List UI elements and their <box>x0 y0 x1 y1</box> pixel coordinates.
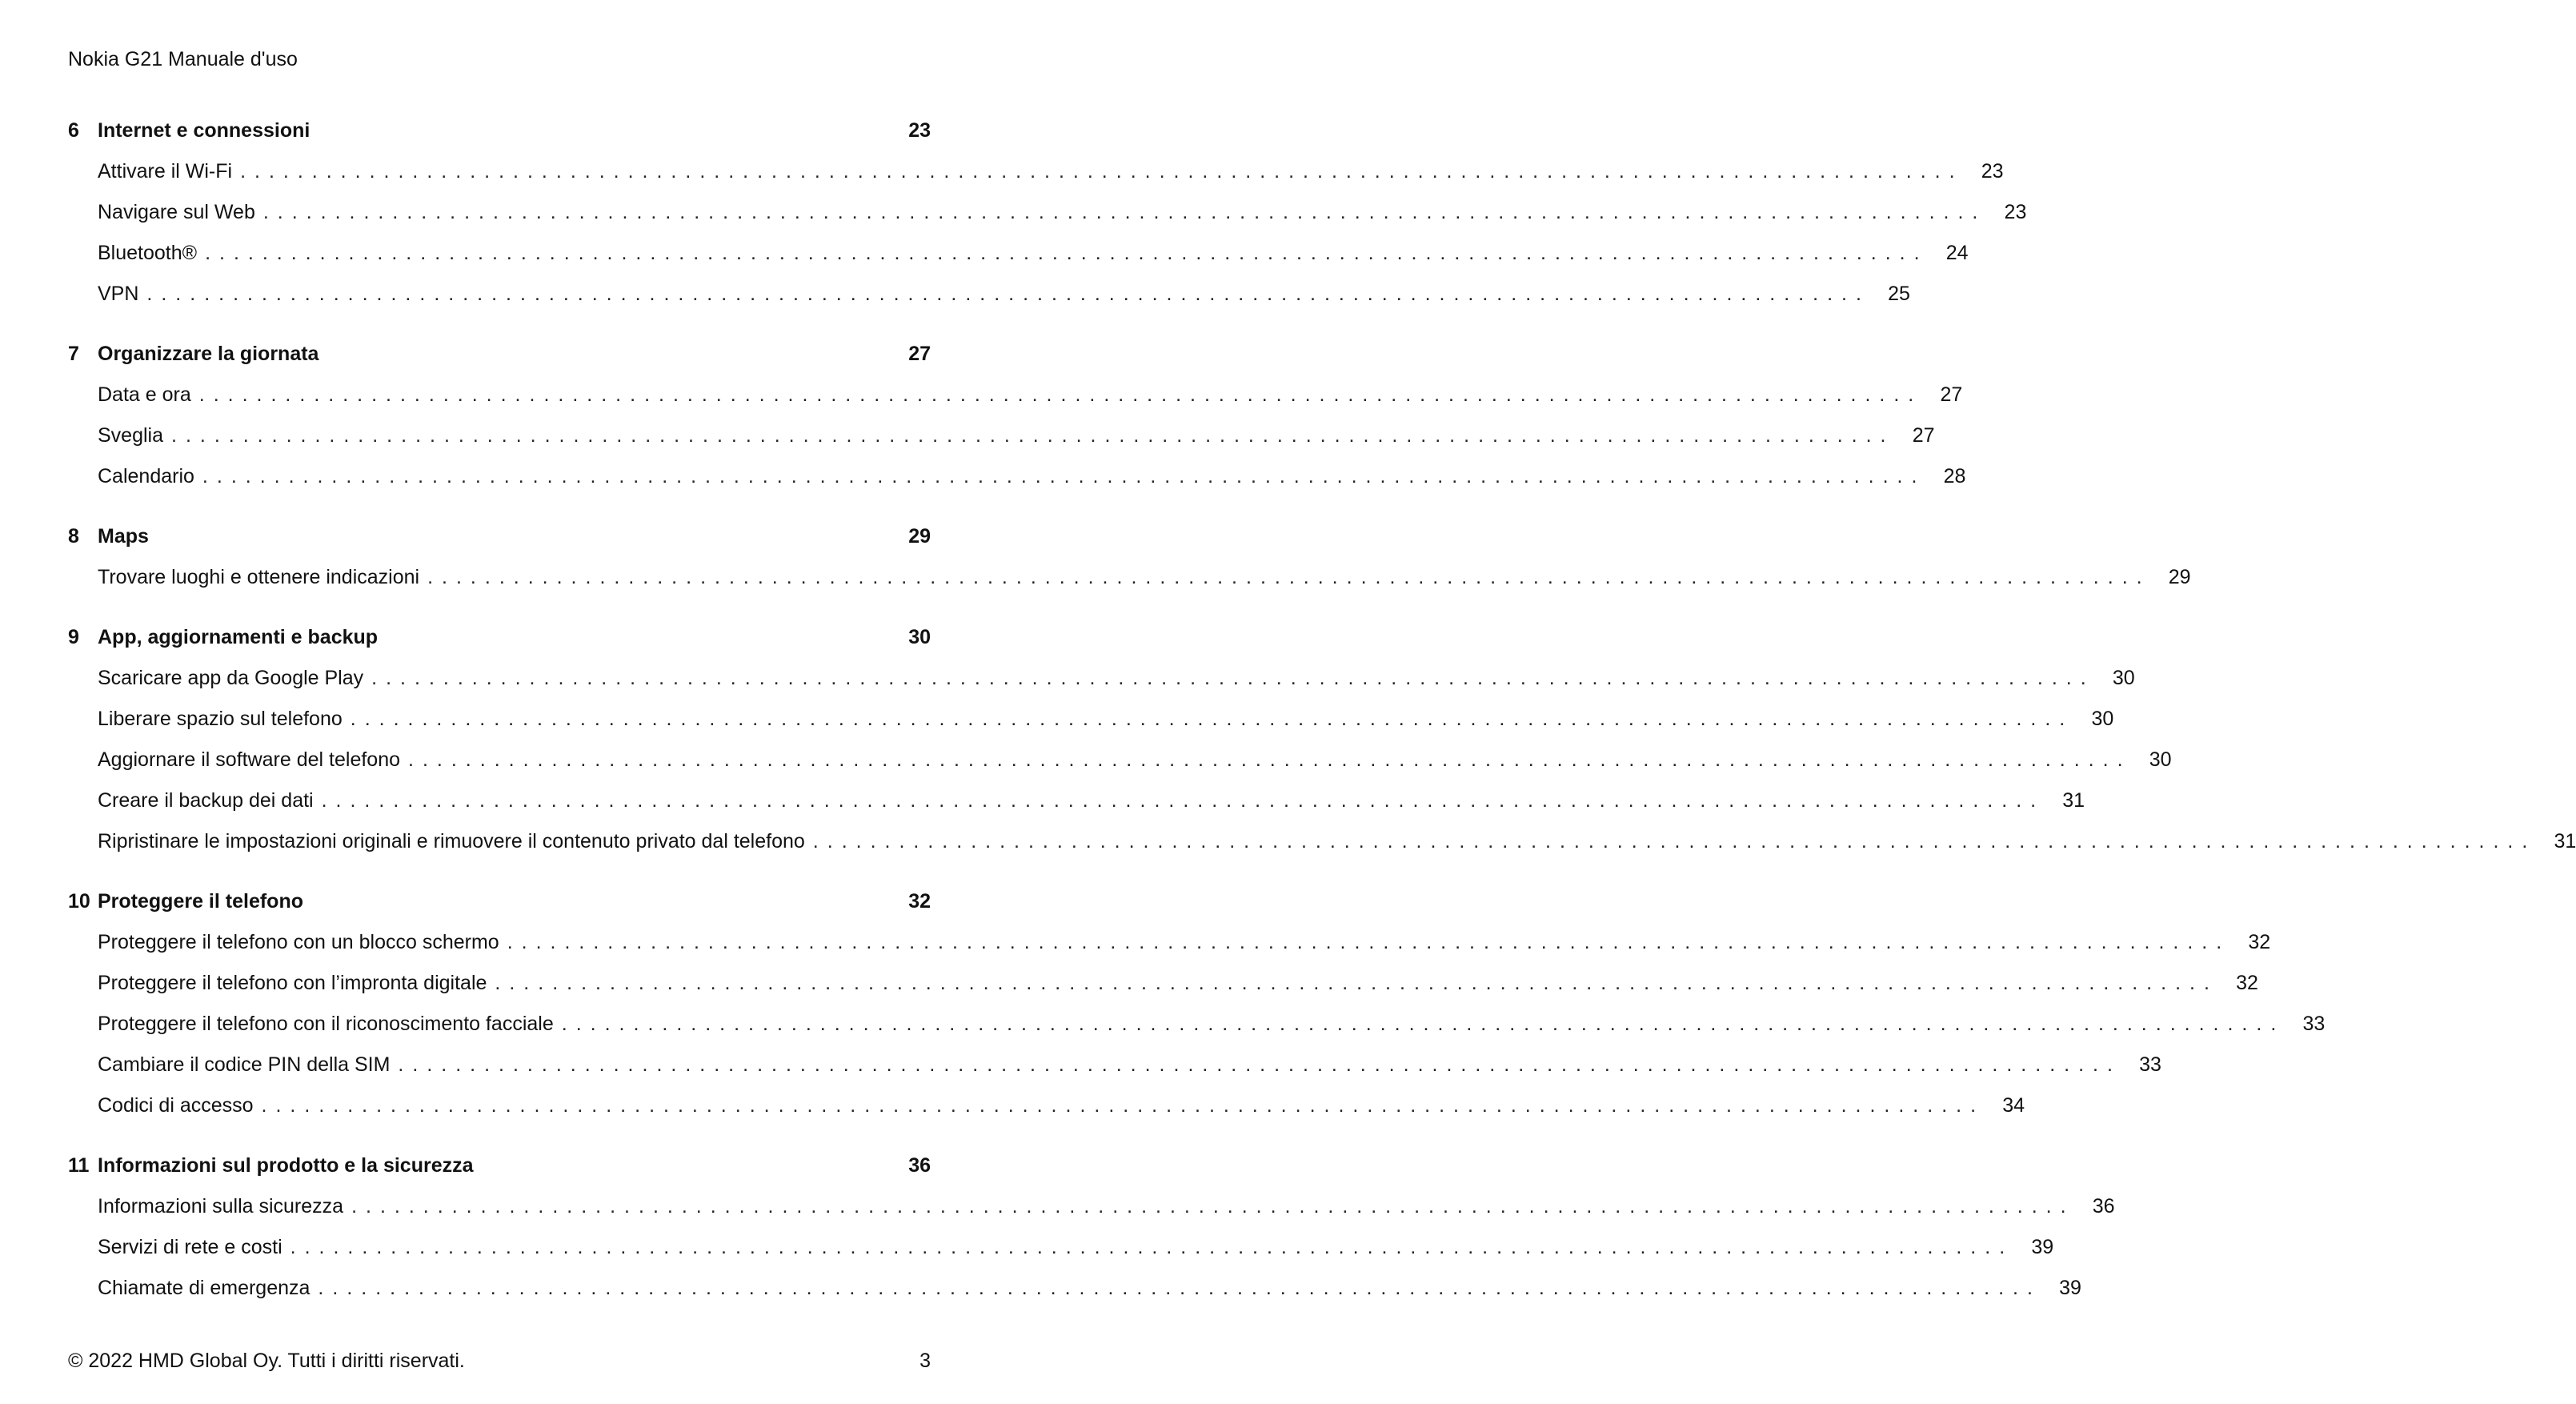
toc-entry[interactable] <box>68 151 2004 192</box>
dot-leader: ........................................................................................................................ <box>171 424 1895 447</box>
dot-leader: ........................................................................................................................ <box>261 1094 1985 1117</box>
chapter-heading[interactable] <box>68 516 931 557</box>
entry-title: Sveglia <box>98 424 163 447</box>
toc-entry[interactable] <box>68 456 1966 497</box>
toc-chapter <box>68 110 2027 315</box>
entry-title: Calendario <box>98 465 194 487</box>
entry-page-number: 32 <box>2236 972 2258 994</box>
entry-title: Informazioni sulla sicurezza <box>98 1195 344 1217</box>
toc-entry[interactable] <box>68 415 1935 456</box>
entry-title: Proteggere il telefono con un blocco schermo <box>98 931 499 953</box>
entry-title: Proteggere il telefono con l’impronta digitale <box>98 972 487 994</box>
toc-entry[interactable] <box>68 963 2258 1004</box>
entry-title: Aggiornare il software del telefono <box>98 748 401 771</box>
entry-page-number: 31 <box>2062 789 2085 812</box>
chapter-heading[interactable] <box>68 110 931 151</box>
page-header: Nokia G21 Manuale d'uso <box>68 48 298 70</box>
dot-leader: ........................................................................................................................ <box>427 566 2151 588</box>
dot-leader: ........................................................................................................................ <box>318 1277 2041 1299</box>
toc-chapter <box>68 334 1966 497</box>
chapter-heading[interactable] <box>68 617 931 658</box>
entry-page-number: 23 <box>1981 160 2004 183</box>
entry-page-number: 29 <box>2168 566 2191 588</box>
entry-page-number: 32 <box>2248 931 2271 953</box>
toc-entry[interactable] <box>68 780 2085 821</box>
entry-page-number: 33 <box>2139 1053 2161 1076</box>
dot-leader: ........................................................................................................................ <box>262 201 1987 223</box>
entry-page-number: 31 <box>2554 830 2576 852</box>
entry-title: Bluetooth® <box>98 242 198 264</box>
entry-title: Attivare il Wi-Fi <box>98 160 233 183</box>
chapter-title: App, aggiornamenti e backup <box>98 626 379 648</box>
dot-leader: ........................................................................................................................ <box>321 789 2045 812</box>
entry-title: Trovare luoghi e ottenere indicazioni <box>98 566 420 588</box>
toc-entry[interactable] <box>68 1227 2054 1268</box>
entry-title: Chiamate di emergenza <box>98 1277 310 1299</box>
entry-page-number: 24 <box>1945 242 1969 264</box>
toc-entry[interactable] <box>68 699 2114 740</box>
toc-entry[interactable] <box>68 274 1910 315</box>
entry-title: Scaricare app da Google Play <box>98 667 364 689</box>
chapter-title: Internet e connessioni <box>98 119 310 142</box>
dot-leader: ........................................................................................................................ <box>202 465 1926 487</box>
toc-entry[interactable] <box>68 740 2172 780</box>
chapter-number: 7 <box>68 343 79 365</box>
entry-title: VPN <box>98 283 139 305</box>
dot-leader: ........................................................................................................................ <box>495 972 2218 994</box>
dot-leader: ........................................................................................................................ <box>205 242 1929 264</box>
chapter-title: Maps <box>98 525 149 548</box>
dot-leader: ........................................................................................................................ <box>371 667 2095 689</box>
entry-title: Proteggere il telefono con il riconoscimento facciale <box>98 1013 554 1035</box>
dot-leader: ........................................................................................................................ <box>507 931 2231 953</box>
toc-entry[interactable] <box>68 1045 2161 1085</box>
entry-page-number: 28 <box>1943 465 1966 487</box>
toc-entry[interactable] <box>68 1268 2081 1309</box>
toc-entry[interactable] <box>68 821 2576 862</box>
dot-leader: ........................................................................................................................ <box>198 383 1923 406</box>
entry-page-number: 30 <box>2149 748 2172 771</box>
toc-entry[interactable] <box>68 1085 2025 1126</box>
entry-page-number: 27 <box>1940 383 1963 406</box>
toc-entry[interactable] <box>68 375 1963 415</box>
dot-leader: ........................................................................................................................ <box>290 1236 2014 1258</box>
dot-leader: ........................................................................................................................ <box>561 1013 2286 1035</box>
chapter-heading[interactable] <box>68 1145 931 1186</box>
toc-chapter <box>68 1145 2115 1309</box>
entry-title: Navigare sul Web <box>98 201 255 223</box>
toc-entry[interactable] <box>68 658 2135 699</box>
entry-page-number: 39 <box>2059 1277 2081 1299</box>
dot-leader: ........................................................................................................................ <box>812 830 2537 852</box>
entry-title: Liberare spazio sul telefono <box>98 708 343 730</box>
chapter-page-number: 23 <box>908 119 931 142</box>
entry-page-number: 30 <box>2091 708 2114 730</box>
entry-title: Servizi di rete e costi <box>98 1236 282 1258</box>
toc-chapter <box>68 516 2191 598</box>
chapter-page-number: 32 <box>908 890 931 913</box>
chapter-number: 11 <box>68 1154 90 1177</box>
chapter-number: 10 <box>68 890 90 913</box>
dot-leader: ........................................................................................................................ <box>240 160 1964 183</box>
toc-entry[interactable] <box>68 1004 2326 1045</box>
entry-page-number: 33 <box>2302 1013 2326 1035</box>
chapter-heading[interactable] <box>68 334 931 375</box>
entry-page-number: 27 <box>1912 424 1935 447</box>
dot-leader: ........................................................................................................................ <box>146 283 1870 305</box>
entry-page-number: 39 <box>2031 1236 2054 1258</box>
chapter-page-number: 36 <box>908 1154 931 1177</box>
toc-entry[interactable] <box>68 192 2027 233</box>
toc-entry[interactable] <box>68 557 2191 598</box>
chapter-number: 6 <box>68 119 79 142</box>
chapter-title: Organizzare la giornata <box>98 343 319 365</box>
copyright-text: © 2022 HMD Global Oy. Tutti i diritti riservati. <box>68 1350 465 1372</box>
dot-leader: ........................................................................................................................ <box>351 1195 2075 1217</box>
dot-leader: ........................................................................................................................ <box>398 1053 2121 1076</box>
entry-title: Creare il backup dei dati <box>98 789 314 812</box>
chapter-number: 8 <box>68 525 79 548</box>
entry-page-number: 23 <box>2004 201 2027 223</box>
footer-page-number: 3 <box>919 1350 931 1372</box>
toc-entry[interactable] <box>68 1186 2115 1227</box>
chapter-title: Informazioni sul prodotto e la sicurezza <box>98 1154 474 1177</box>
entry-title: Data e ora <box>98 383 191 406</box>
entry-page-number: 30 <box>2112 667 2135 689</box>
toc-entry[interactable] <box>68 922 2271 963</box>
toc-entry[interactable] <box>68 233 1969 274</box>
dot-leader: ........................................................................................................................ <box>408 748 2132 771</box>
chapter-number: 9 <box>68 626 79 648</box>
entry-page-number: 34 <box>2002 1094 2025 1117</box>
entry-title: Cambiare il codice PIN della SIM <box>98 1053 391 1076</box>
entry-title: Ripristinare le impostazioni originali e rimuovere il contenuto privato dal telefono <box>98 830 805 852</box>
chapter-page-number: 27 <box>908 343 931 365</box>
chapter-page-number: 30 <box>908 626 931 648</box>
page-footer <box>68 1348 931 1374</box>
chapter-page-number: 29 <box>908 525 931 548</box>
chapter-title: Proteggere il telefono <box>98 890 303 913</box>
table-of-contents <box>68 110 2576 1328</box>
toc-chapter <box>68 617 2576 862</box>
entry-title: Codici di accesso <box>98 1094 254 1117</box>
chapter-heading[interactable] <box>68 881 931 922</box>
toc-chapter <box>68 881 2326 1126</box>
entry-page-number: 25 <box>1888 283 1910 305</box>
entry-page-number: 36 <box>2092 1195 2115 1217</box>
dot-leader: ........................................................................................................................ <box>350 708 2074 730</box>
